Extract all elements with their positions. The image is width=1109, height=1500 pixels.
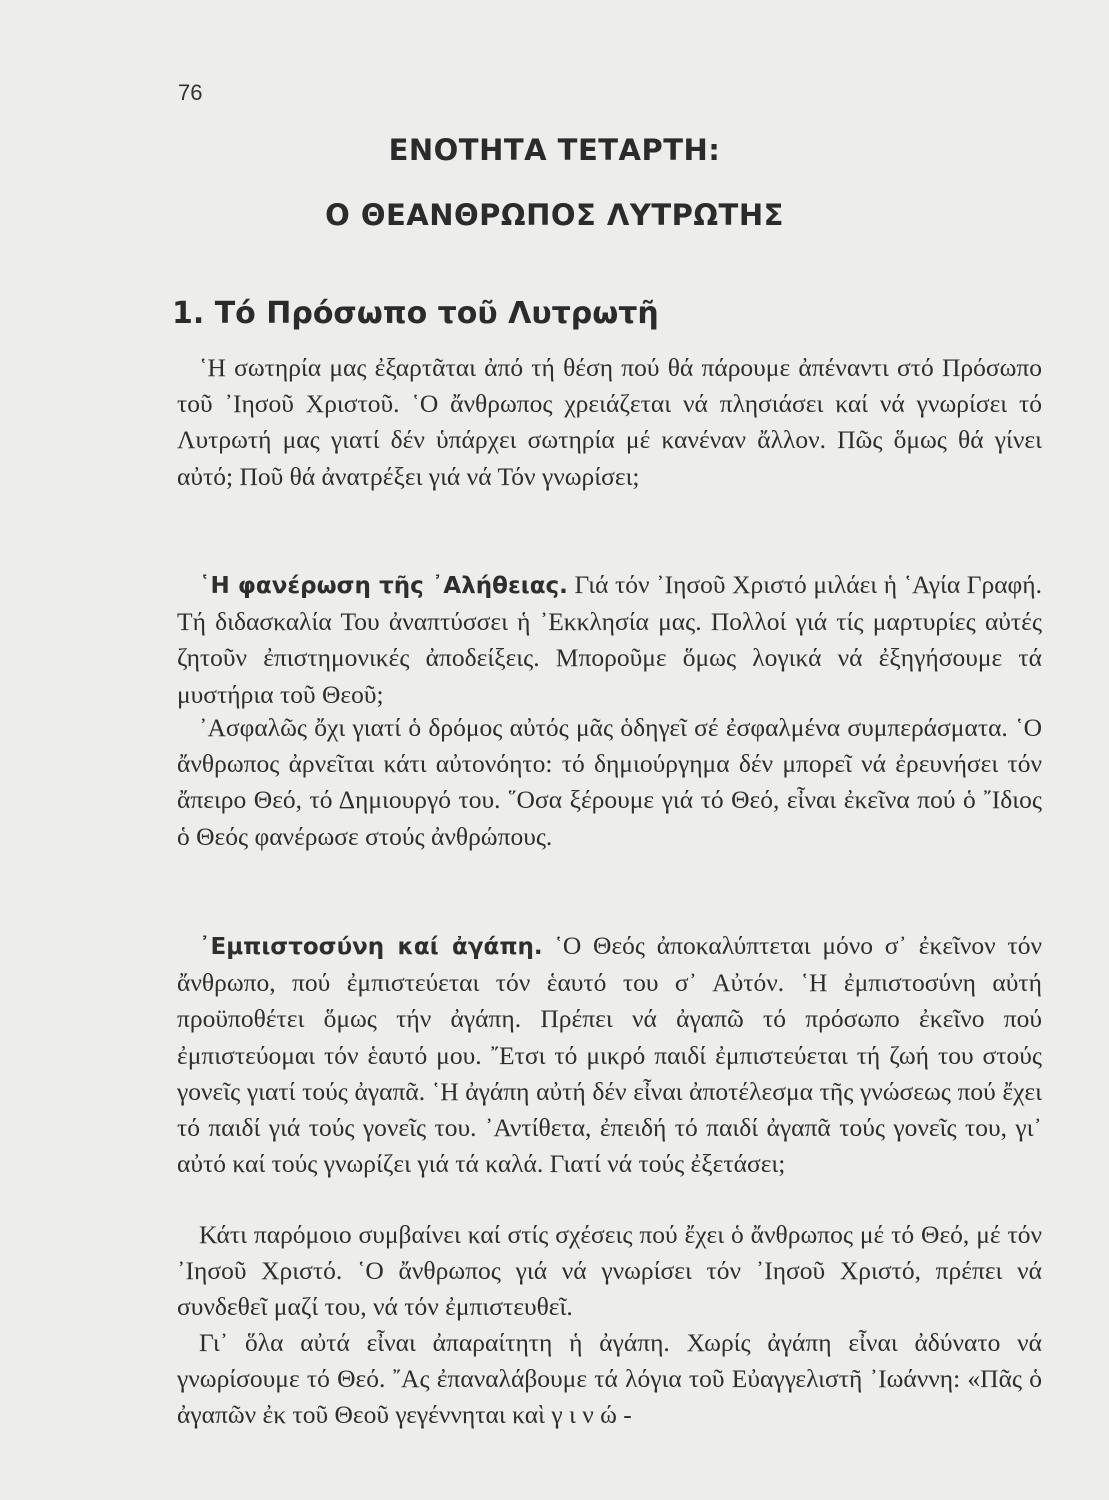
unit-subheading: Ο ΘΕΑΝΘΡΩΠΟΣ ΛΥΤΡΩΤΗΣ xyxy=(325,198,784,232)
paragraph-lead: ῾Η φανέρωση τῆς ᾿Αλήθειας. xyxy=(199,573,568,599)
section-title: 1. Τό Πρόσωπο τοῦ Λυτρωτῆ xyxy=(172,296,659,331)
paragraph-text xyxy=(177,567,1042,713)
paragraph-truth xyxy=(177,567,1042,713)
paragraph-similar xyxy=(177,1217,1042,1326)
paragraph-text: ᾿Ασφαλῶς ὄχι γιατί ὁ δρόμος αὐτός μᾶς ὁδηγεῖ σέ ἐσφαλμένα συμπεράσματα. ῾Ο ἄνθρωπος ἀρνεῖται κάτι αὐτονόητο: τό δημιούργημα δέν μπορεῖ νά ἐρευνήσει τόν ἄπειρο Θεό, τό Δημιουργό του. ῞Οσα ξέρουμε γιά τό Θεό, εἶναι ἐκεῖνα πού ὁ ῎Ιδιος ὁ Θεός φανέρωσε στούς ἀνθρώπους. xyxy=(177,713,1042,851)
paragraph-text xyxy=(177,928,1042,1182)
paragraph-intro xyxy=(177,350,1042,495)
paragraph-body: Γιά τόν ᾿Ιησοῦ Χριστό μιλάει ἡ ῾Αγία Γραφή. Τή διδασκαλία Του ἀναπτύσσει ἡ ᾿Εκκλησία μας. Πολλοί γιά τίς μαρτυρίες αὐτές ζητοῦν ἐπιστημονικές ἀποδείξεις. Μποροῦμε ὅμως λογικά νά ἐξηγήσουμε τά μυστήρια τοῦ Θεοῦ; xyxy=(177,570,1042,709)
paragraph-body: ῾Ο Θεός ἀποκαλύπτεται μόνο σ᾿ ἐκεῖνον τόν ἄνθρωπο, πού ἐμπιστεύεται τόν ἑαυτό του σ᾿ Αὐτόν. ῾Η ἐμπιστοσύνη αὐτή προϋποθέτει ὅμως τήν ἀγάπη. Πρέπει νά ἀγαπῶ τό πρόσωπο ἐκεῖνο πού ἐμπιστεύομαι τόν ἑαυτό μου. ῎Ετσι τό μικρό παιδί ἐμπιστεύεται τή ζωή του στούς γονεῖς γιατί τούς ἀγαπᾶ. ῾Η ἀγάπη αὐτή δέν εἶναι ἀποτέλεσμα τῆς γνώσεως πού ἔχει τό παιδί γιά τούς γονεῖς του. ᾿Αντίθετα, ἐπειδή τό παιδί ἀγαπᾶ τούς γονεῖς του, γι᾿ αὐτό καί τούς γνωρίζει γιά τά καλά. Γιατί νά τούς ἐξετάσει; xyxy=(177,931,1042,1179)
unit-heading: ΕΝΟΤΗΤΑ ΤΕΤΑΡΤΗ: xyxy=(388,133,721,167)
paragraph-trust-love xyxy=(177,928,1042,1182)
paragraph-love-necessary xyxy=(177,1325,1042,1434)
paragraph-lead: ᾿Εμπιστοσύνη καί ἀγάπη. xyxy=(199,934,543,960)
paragraph-certainly xyxy=(177,710,1042,855)
paragraph-text: Κάτι παρόμοιο συμβαίνει καί στίς σχέσεις πού ἔχει ὁ ἄνθρωπος μέ τό Θεό, μέ τόν ᾿Ιησοῦ Χριστό. ῾Ο ἄνθρωπος γιά νά γνωρίσει τόν ᾿Ιησοῦ Χριστό, πρέπει νά συνδεθεῖ μαζί του, νά τόν ἐμπιστευθεῖ. xyxy=(177,1220,1042,1322)
paragraph-text: ῾Η σωτηρία μας ἐξαρτᾶται ἀπό τή θέση πού θά πάρουμε ἀπέναντι στό Πρόσωπο τοῦ ᾿Ιησοῦ Χριστοῦ. ῾Ο ἄνθρωπος χρειάζεται νά πλησιάσει καί νά γνωρίσει τό Λυτρωτή μας γιατί δέν ὑπάρχει σωτηρία μέ κανέναν ἄλλον. Πῶς ὅμως θά γίνει αὐτό; Ποῦ θά ἀνατρέξει γιά νά Τόν γνωρίσει; xyxy=(177,353,1042,491)
page-number: 76 xyxy=(178,80,203,105)
paragraph-text: Γι᾿ ὅλα αὐτά εἶναι ἀπαραίτητη ἡ ἀγάπη. Χωρίς ἀγάπη εἶναι ἀδύνατο νά γνωρίσουμε τό Θεό. ῎Ας ἐπαναλάβουμε τά λόγια τοῦ Εὐαγγελιστῆ ᾿Ιωάννη: «Πᾶς ὁ ἀγαπῶν ἐκ τοῦ Θεοῦ γεγέννηται καὶ γ ι ν ώ - xyxy=(177,1328,1042,1430)
